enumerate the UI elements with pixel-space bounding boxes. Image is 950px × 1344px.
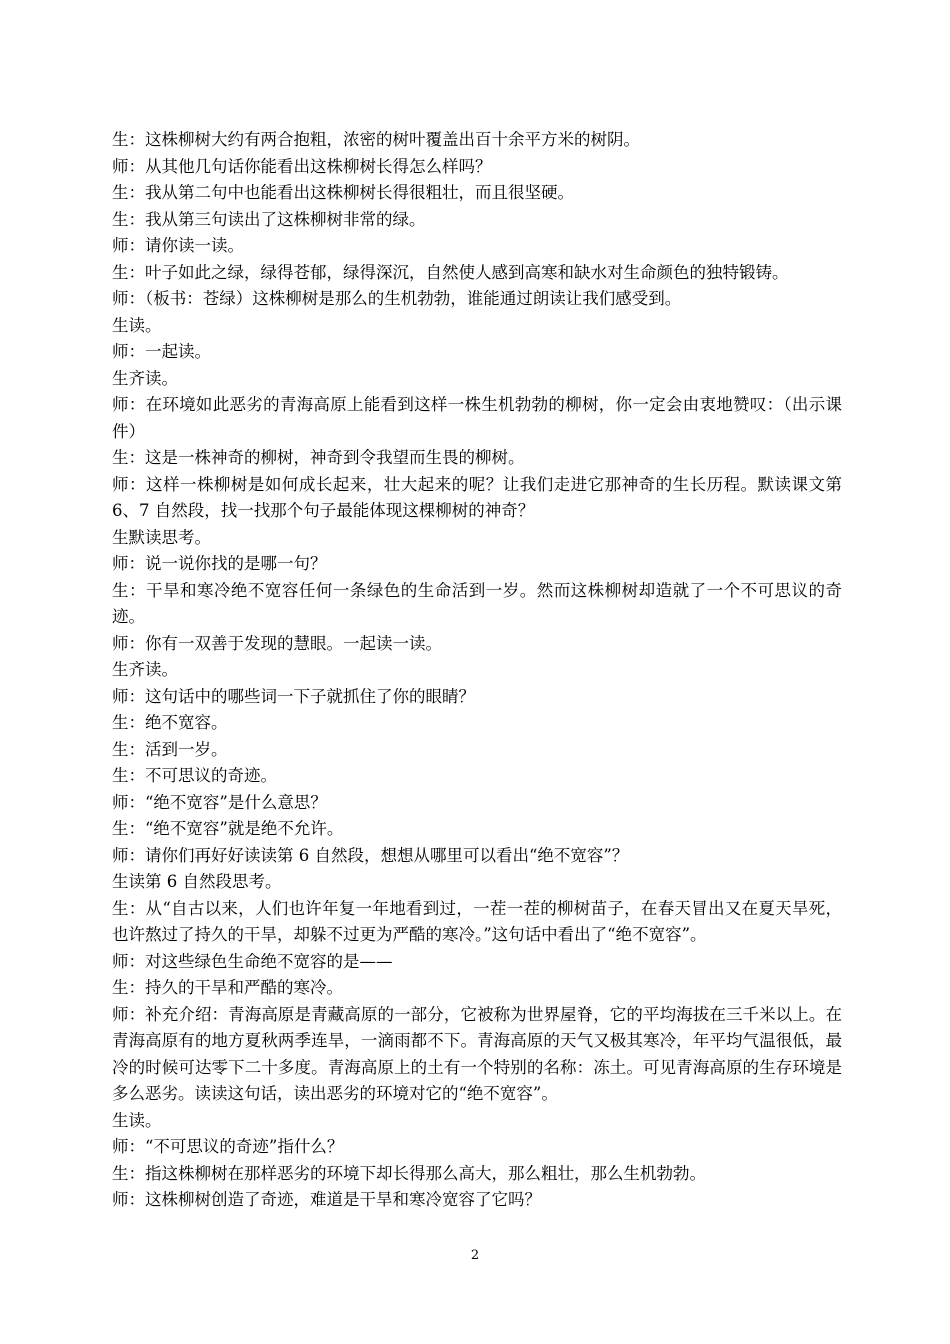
paragraph: 师：这句话中的哪些词一下子就抓住了你的眼睛？ bbox=[112, 686, 475, 706]
paragraph: 生：这是一株神奇的柳树，神奇到令我望而生畏的柳树。 bbox=[112, 448, 525, 467]
paragraph: 生：我从第三句读出了这株柳树非常的绿。 bbox=[112, 209, 426, 229]
paragraph: 生：指这株柳树在那样恶劣的环境下却长得那么高大，那么粗壮，那么生机勃勃。 bbox=[112, 1163, 706, 1183]
paragraph: 生：“绝不宽容”就是绝不允许。 bbox=[112, 819, 344, 838]
paragraph: 生读第 6 自然段思考。 bbox=[112, 872, 282, 891]
paragraph: 师：说一说你找的是哪一句？ bbox=[112, 554, 327, 573]
paragraph: 生齐读。 bbox=[112, 368, 178, 388]
paragraph: 生：绝不宽容。 bbox=[112, 713, 228, 732]
paragraph: 师：在环境如此恶劣的青海高原上能看到这样一株生机勃勃的柳树，你一定会由衷地赞叹：（出示课件） bbox=[112, 395, 842, 441]
paragraph: 生：从“自古以来，人们也许年复一年地看到过，一茬一茬的柳树苗子，在春天冒出又在夏天旱死，也许熬过了持久的干旱，却躲不过更为严酷的寒冷。”这句话中看出了“绝不宽容”。 bbox=[112, 898, 842, 944]
paragraph: 师：这样一株柳树是如何成长起来，壮大起来的呢？让我们走进它那神奇的生长历程。默读课文第 6、7 自然段，找一找那个句子最能体现这棵柳树的神奇？ bbox=[112, 474, 842, 520]
paragraph: 师：对这些绿色生命绝不宽容的是—— bbox=[112, 951, 393, 971]
paragraph: 生读。 bbox=[112, 315, 162, 335]
paragraph: 师：这株柳树创造了奇迹，难道是干旱和寒冷宽容了它吗？ bbox=[112, 1190, 541, 1209]
paragraph: 生默读思考。 bbox=[112, 527, 211, 547]
paragraph: 生：叶子如此之绿，绿得苍郁，绿得深沉，自然使人感到高寒和缺水对生命颜色的独特锻铸。 bbox=[112, 262, 789, 282]
paragraph: 师：“不可思议的奇迹”指什么？ bbox=[112, 1137, 344, 1156]
paragraph: 生齐读。 bbox=[112, 660, 178, 679]
paragraph: 师：补充介绍：青海高原是青藏高原的一部分，它被称为世界屋脊，它的平均海拔在三千米以上。在青海高原有的地方夏秋两季连旱，一滴雨都不下。青海高原的天气又极其寒冷，年平均气温很低，最冷的时候可达零下二十多度。青海高原上的土有一个特别的名称：冻土。可见青海高原的生存环境是多么恶劣。读读这句话，读出恶劣的环境对它的“绝不宽容”。 bbox=[112, 1004, 842, 1103]
paragraph: 师：请你们再好好读读第 6 自然段，想想从哪里可以看出“绝不宽容”？ bbox=[112, 845, 629, 865]
paragraph: 师：从其他几句话你能看出这株柳树长得怎么样吗？ bbox=[112, 156, 492, 176]
page-number: 2 bbox=[470, 1248, 480, 1263]
paragraph: 师：你有一双善于发现的慧眼。一起读一读。 bbox=[112, 633, 442, 653]
paragraph: 师：（板书：苍绿）这株柳树是那么的生机勃勃，谁能通过朗读让我们感受到。 bbox=[112, 289, 682, 308]
paragraph: 生：不可思议的奇迹。 bbox=[112, 766, 277, 785]
paragraph: 生：我从第二句中也能看出这株柳树长得很粗壮，而且很坚硬。 bbox=[112, 183, 574, 202]
paragraph: 生：持久的干旱和严酷的寒冷。 bbox=[112, 978, 343, 997]
paragraph: 师：“绝不宽容”是什么意思？ bbox=[112, 792, 327, 812]
paragraph: 师：请你读一读。 bbox=[112, 236, 244, 255]
paragraph: 生读。 bbox=[112, 1110, 162, 1130]
paragraph: 生：这株柳树大约有两合抱粗，浓密的树叶覆盖出百十余平方米的树阴。 bbox=[112, 130, 640, 149]
paragraph: 生：活到一岁。 bbox=[112, 739, 228, 759]
document-body bbox=[112, 127, 842, 1214]
paragraph: 师：一起读。 bbox=[112, 342, 211, 361]
paragraph: 生：干旱和寒冷绝不宽容任何一条绿色的生命活到一岁。然而这株柳树却造就了一个不可思议的奇迹。 bbox=[112, 580, 842, 626]
